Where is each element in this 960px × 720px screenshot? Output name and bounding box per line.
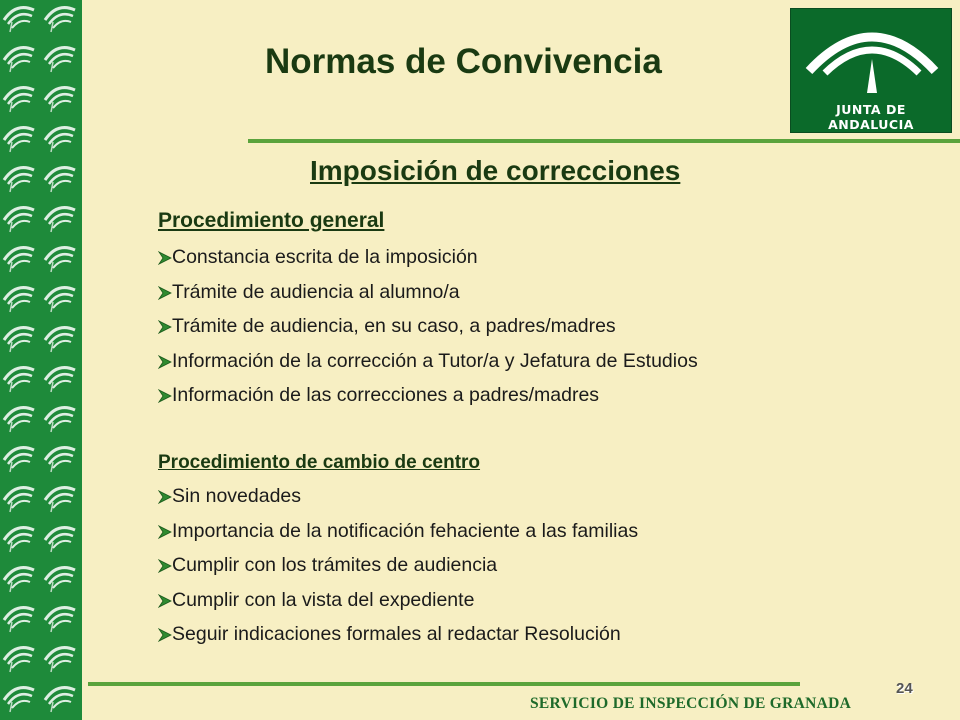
page-number: 24: [896, 680, 913, 697]
list-item-text: Información de las correcciones a padres/madres: [172, 384, 600, 406]
list-item: [158, 520, 638, 555]
list-item: [158, 315, 698, 350]
junta-de-andalucia-emblem-icon: [791, 9, 953, 99]
list-item-text: Información de la corrección a Tutor/a y Jefatura de Estudios: [172, 349, 698, 372]
arrow-bullet-icon: [158, 355, 172, 369]
arrow-bullet-icon: [158, 594, 172, 608]
arrow-bullet-icon: [158, 286, 172, 300]
section-heading-general: Procedimiento general: [158, 209, 385, 232]
list-item: [158, 485, 638, 520]
arrow-bullet-icon: [158, 389, 172, 403]
list-item: [158, 554, 638, 589]
arrow-bullet-icon: [158, 525, 172, 539]
footer-text: SERVICIO DE INSPECCIÓN DE GRANADA: [530, 695, 852, 712]
list-item: [158, 589, 638, 624]
list-item: [158, 246, 698, 281]
arrow-bullet-icon: [158, 320, 172, 334]
list-item: [158, 281, 698, 316]
arrow-bullet-icon: [158, 559, 172, 573]
list-item: [158, 350, 698, 385]
slide-subtitle: Imposición de correcciones: [310, 155, 681, 186]
list-item-text: Trámite de audiencia al alumno/a: [172, 280, 460, 303]
list-item-text: Cumplir con la vista del expediente: [172, 588, 475, 611]
list-item: [158, 384, 698, 419]
arrow-bullet-icon: [158, 490, 172, 504]
list-item-text: Importancia de la notificación fehaciente a las familias: [172, 519, 639, 542]
sidebar-emblem-pattern: [0, 0, 82, 720]
section-heading-change-of-centre: Procedimiento de cambio de centro: [158, 452, 481, 473]
list-item-text: Cumplir con los trámites de audiencia: [172, 554, 498, 576]
arrow-bullet-icon: [158, 628, 172, 642]
junta-de-andalucia-logo: [790, 8, 952, 133]
general-procedure-list: [158, 246, 698, 419]
list-item-text: Seguir indicaciones formales al redactar Resolución: [172, 623, 621, 645]
list-item-text: Trámite de audiencia, en su caso, a padres/madres: [172, 315, 616, 337]
header-divider: [248, 139, 960, 143]
slide-title: Normas de Convivencia: [265, 42, 662, 81]
decorative-sidebar: [0, 0, 82, 720]
footer-divider: [88, 682, 800, 686]
list-item-text: Constancia escrita de la imposición: [172, 246, 478, 268]
arrow-bullet-icon: [158, 251, 172, 265]
list-item-text: Sin novedades: [172, 485, 302, 507]
change-of-centre-list: [158, 485, 638, 658]
list-item: [158, 623, 638, 658]
logo-text: JUNTA DE ANDALUCIA: [828, 102, 914, 132]
